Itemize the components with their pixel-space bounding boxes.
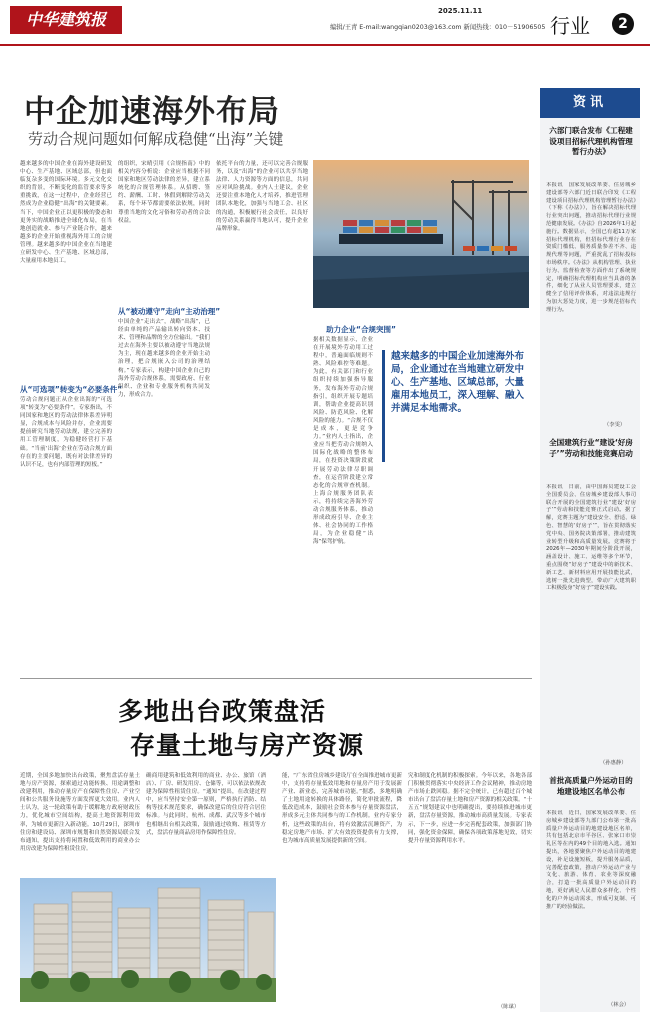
second-headline-line-1: 多地出台政策盘活 bbox=[118, 697, 327, 726]
sidebar-item1-text: 本报讯 国家发展改革委、住房城乡建设部等六部门近日联合印发《工程建设项目招标代理机构管理暂行办法》（下称《办法》），旨在解决招标代理行业突出问题，推动招标代理行业规范健康发展。《办法》自2026年1月起施行。数据显示，全国已有超11万家招标代理机构，但招标代理行业存在资质门槛低、服务质量参差不齐、违规代理等问题，严重扰乱了招标投标市场秩序。《办法》从机构管理、执业行为、监督检查等方面作出了系统规定，明确招标代理机构应当具备的条件，细化了从业人员管理要求，建立健全了信用评价体系，对违法违规行为加大惩处力度，进一步规范招标代理行为。 bbox=[546, 182, 636, 313]
lead-headline: 中企加速海外布局 bbox=[24, 94, 280, 130]
city-photo bbox=[20, 878, 276, 1002]
lead-column-4: 依托平台的力量，还可以完善合规服务，以及“出海”的企业可以共享当地法律、人力资源等方面的信息，共同应对风险挑战。业内人士建议，企业还要注重本地化人才培养，推进管理团队本地化，加强与当地工会、社区的沟通，积极履行社会责任，以良好的劳动关系赢得当地认可，提升企业品牌形象。 bbox=[216, 161, 308, 232]
masthead bbox=[0, 0, 650, 46]
lead-subhead-1: 从“可选项”转变为“必要条件” bbox=[20, 385, 123, 394]
lead-column-1b: 劳动合规问题正从企业出海的“可选项”转变为“必要条件”。专家指出，不同国家和地区的劳动法律体系差异明显，合规成本与风险并存，企业需要提前研究当地劳动法规，建立完善的用工管理制度，为稳健经营打下基础。“当前‘出海’企业在劳动合规方面存在的主要问题，既有对法律差异的认识不足，也有内部管理的短板。” bbox=[20, 397, 112, 468]
issue-date: 2025.11.11 bbox=[438, 7, 483, 15]
lead-column-2: 的组织，宋晴引用《合规指南》中的相关内容分析说：企业应当根据不同国家和地区劳动法律的差异，建立系统化的合规管理体系。从招聘、签约、薪酬、工时、休假到解除劳动关系，每个环节都需要依法依规，同时尊重当地的文化习俗和劳动者的合法权益。 bbox=[118, 161, 210, 224]
sidebar-item1-title: 六部门联合发布《工程建设项目招标代理机构管理暂行办法》 bbox=[549, 126, 633, 156]
port-photo bbox=[313, 160, 529, 308]
sidebar-item2-text: 本报讯 日前，由中国海员建设工会全国委员会、住房城乡建设部人事司联合开展的全国建筑行业“建设‘好房子’”劳动和技能竞赛正式启动。据了解，竞赛主题为“建设安全、舒适、绿色、智慧的‘好房子’”，旨在贯彻落实党中央、国务院决策部署，推动建筑业转型升级和高质量发展。竞赛将于2026年—2030年期间分阶段开展，涵盖设计、施工、运维等多个环节，重点围绕“好房子”建设中的新技术、新工艺、新材料应用开展技能比武，选树一批先进典型，带动广大建筑职工积极投身“好房子”建设实践。 bbox=[546, 484, 636, 592]
lead-column-1: 越来越多的中国企业在海外建设研发中心、生产基地、区域总部，但也面临复杂多变的国际环境。多元文化交织的背景，不断变化的监管要求等多重挑战，在这一过程中，企业经营已然成为企业稳健“出海”的关键要素。当下，中国企业正以更积极的姿态和更务实的战略推进全球化布局，在当地创造就业、参与产业链合作，越来越多的企业开始重视海外用工的合规管理。越来越多的中国企业在当地建立研发中心、生产基地、区域总部，大量雇用本地员工。 bbox=[20, 161, 112, 265]
lead-subheadline: 劳动合规问题如何解成稳健“出海”关键 bbox=[28, 130, 284, 148]
lead-subhead-2: 从“被动遵守”走向“主动治理” bbox=[118, 307, 221, 316]
lead-subhead-3: 助力企业“合规突围” bbox=[326, 325, 396, 334]
sidebar-item3-byline: （林会） bbox=[608, 1002, 630, 1008]
second-column-3: 能，“广东省住房城乡建设厅在全面推进城市更新中，支持将存量低效用地和存量房产用于发展新产业、新业态，完善城市功能。”据悉，多地明确了土地用途转换的具体路径，简化审批流程，降低改造成本，鼓励社会资本参与存量资源盘活，形成多元主体共同参与的工作机制。业内专家分析，这些政策的出台，将有效激活沉睡资产，为稳定房地产市场、扩大有效投资提供有力支撑，也为城市高质量发展提供新的空间。 bbox=[282, 773, 402, 844]
sidebar-item1-byline: （李雯） bbox=[604, 422, 626, 428]
page-number: 2 bbox=[612, 13, 634, 35]
pull-quote: 越来越多的中国企业加速海外布局，企业通过在当地建立研发中心、生产基地、区域总部，大量雇用本地员工，深入理解、融入并满足本地需求。 bbox=[382, 350, 528, 462]
section-name: 行业 bbox=[550, 14, 590, 38]
sidebar-item2-title: 全国建筑行业“建设‘好房子’”劳动和技能竞赛启动 bbox=[549, 438, 633, 458]
sidebar-item3-text: 本报讯 近日，国家发展改革委、住房城乡建设部等九部门公布第一批高质量户外运动目的地建设地区名单，共有包括北京市平谷区、张家口市崇礼区等在内的49个目的地入选。通知提出，各地要聚焦户外运动目的地建设，补足设施短板，提升服务品质，完善配套政策，推动户外运动产业与文化、旅游、体育、农业等深度融合，打造一批高质量户外运动目的地，更好满足人民群众多样化、个性化的户外运动需求，形成可复制、可推广的经验做法。 bbox=[546, 810, 636, 910]
newspaper-logo: 中华建筑报 bbox=[10, 6, 122, 34]
container-port-image bbox=[313, 160, 529, 308]
residential-buildings-image bbox=[20, 878, 276, 1002]
sidebar-item3-title: 首批高质量户外运动目的地建设地区名单公布 bbox=[549, 776, 633, 796]
sidebar-tab-news: 资讯 bbox=[540, 88, 640, 118]
second-column-4: 究和制度化机制的积极探索。今年以来，各地各部门积极贯彻落实中央经济工作会议精神，推动房地产市场止跌回稳。据不完全统计，已有超过百个城市出台了盘活存量土地和房产资源的相关政策。“十五五”规划建议中也明确提出，要持续推进城市更新，盘活存量资源，推动城市高质量发展。专家表示，下一步，应进一步完善配套政策，加强部门协同，强化资金保障，确保各项政策落地见效，切实提升存量资源利用水平。 bbox=[408, 773, 532, 844]
lead-column-3: 据相关数据显示，企业在开展境外劳动用工过程中，普遍面临规则不熟、风险难控等难题。为此，有关部门和行业组织持续加强指导服务，发布海外劳动合规指引，组织开展专题培训，帮助企业提高识别风险、防范风险、化解风险的能力。“合规不仅是成本，更是竞争力。”业内人士指出，企业应当把劳动合规纳入国际化战略的整体布局，在投资决策阶段就开展劳动法律尽职调查，在运营阶段建立常态化的合规审查机制。上海合规服务团队表示，将持续完善海外劳动合规服务体系，推动形成政府引导、企业主体、社会协同的工作格局，为企业稳健“出海”保驾护航。 bbox=[313, 337, 373, 546]
lead-column-2b: 中国企业“走出去”，战略“出海”，已经由单纯的产品输出转向资本、技术、管理和品牌的全方位输出。“我们过去在海外主要以被动遵守当地法规为主，现在越来越多的企业开始主动治理，把合规嵌入公司的治理结构。”专家表示，构建中国企业自己的海外劳动合规体系，需要政府、行业组织、企业和专业服务机构共同发力，形成合力。 bbox=[118, 319, 210, 398]
second-column-1: 近期，全国多地加快出台政策，聚焦盘活存量土地与房产资源，探索通过功能转换、用途调整和改建利用，推动存量房产在保障性住房、产业空间和公共服务设施等方面发挥更大效用。业内人士认为，这一轮政策有助于缓解地方政府财政压力，优化城市空间结构，提高土地资源利用效率，为城市更新注入新动能。10月29日，深圳市住房和建设局、深圳市规划和自然资源局联合发布通知，提出支持将闲置和低效利用的商业办公用房改建为保障性租赁住房。 bbox=[20, 773, 140, 852]
sidebar-item2-byline: （孙惠静） bbox=[600, 760, 627, 766]
editor-contact: 编辑/王青 E-mail:wangqian0203@163.com 新闻热线：010－51906505 bbox=[330, 24, 546, 31]
second-headline-line-2: 存量土地与房产资源 bbox=[130, 731, 365, 760]
section-divider bbox=[20, 678, 532, 679]
second-column-2: 确商用建筑和低效利用的商业、办公、旅馆（酒店）、厂房、研发用房、仓储等，可以依法依规改建为保障性租赁住房。“通知”提出，在改建过程中，应当坚持安全第一原则，严格执行消防、结构等技术规范要求，确保改建后的住房符合居住标准。与此同时，杭州、成都、武汉等多个城市也相继出台相关政策，鼓励通过收购、租赁等方式，盘活存量商品房用作保障性住房。 bbox=[146, 773, 266, 836]
second-byline: （陈谋） bbox=[498, 1004, 520, 1010]
